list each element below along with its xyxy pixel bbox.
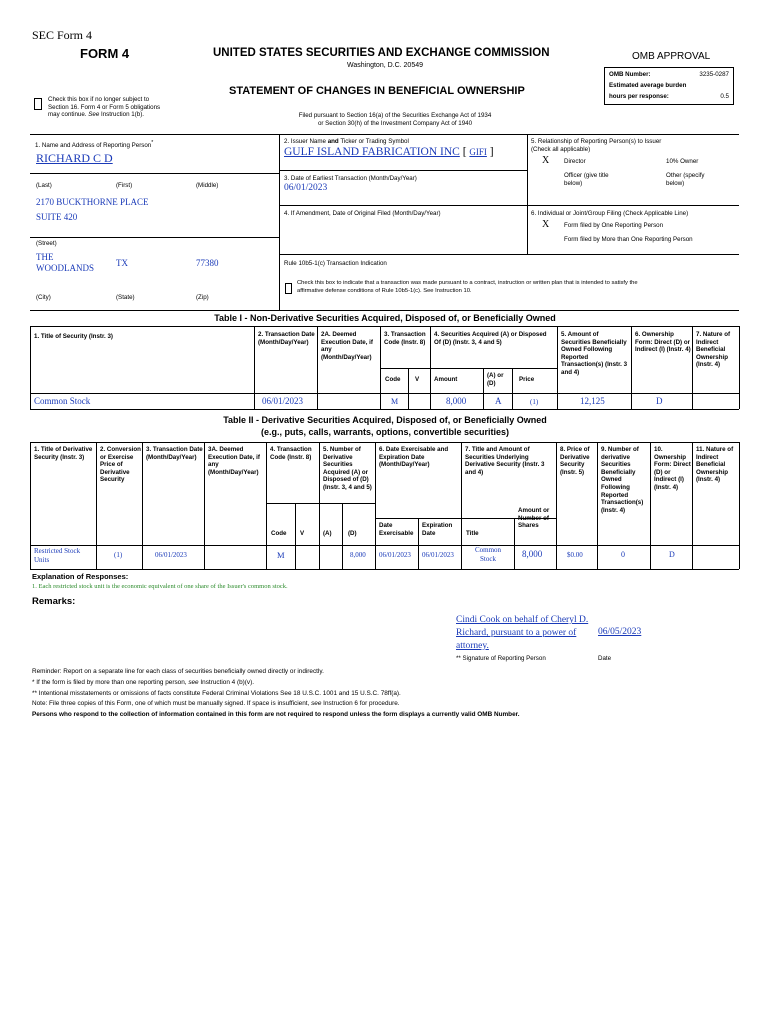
filed-pursuant: Filed pursuant to Section 16(a) of the Securities Exchange Act of 1934 or Section 30(h) of the Investment Company Act of 1940 (298, 112, 492, 127)
footer-notes (32, 667, 520, 721)
middle-label: (Middle) (196, 182, 219, 189)
t2-a-header: (A) (323, 530, 332, 537)
zip-value: 77380 (196, 258, 219, 268)
form-title: FORM 4 (80, 46, 130, 61)
footer-misstatements: ** Intentional misstatements or omissions of facts constitute Federal Criminal Violations See 18 U.S.C. 1001 and 15 U.S.C. 78ff(a). (32, 689, 401, 697)
more-person-label: Form filed by More than One Reporting Person (564, 236, 693, 243)
agency-title: UNITED STATES SECURITIES AND EXCHANGE COMMISSION (213, 47, 550, 59)
t2-exp-date-header: Expiration Date (422, 522, 453, 537)
t2-h8: 8. Price of Derivative Security (Instr. 5) (560, 446, 590, 476)
t1-code-header: Code (385, 376, 401, 383)
state-value: TX (116, 258, 128, 268)
t1-h6: 6. Ownership Form: Direct (D) or Indirect (I) (Instr. 4) (635, 331, 691, 354)
footer-note: Note: File three copies of this Form, one of which must be manually signed. If space is insufficient, see Instruction 6 for procedure. (32, 700, 400, 708)
t1-security: Common Stock (34, 396, 91, 406)
rule-text: Check this box to indicate that a transaction was made pursuant to a contract, instruction or written plan that is intended to satisfy the affirmative defense conditions of Rule 10b5-1(c). See Instruction 10. (297, 280, 638, 294)
t1-price-header: Price (519, 376, 535, 383)
signature-label: ** Signature of Reporting Person (456, 655, 546, 662)
t2-h5: 5. Number of Derivative Securities Acquired (A) or Disposed of (D) (Instr. 3, 4 and 5) (323, 446, 372, 491)
t1-v-header: V (415, 376, 420, 383)
officer-label: Officer (give title below) (564, 172, 609, 187)
agency-address: Washington, D.C. 20549 (347, 62, 424, 69)
t2-disposed: 8,000 (350, 551, 366, 559)
t2-h7: 7. Title and Amount of Securities Underlying Derivative Security (Instr. 3 and 4) (465, 446, 545, 476)
t1-owned: 12,125 (580, 396, 605, 406)
table1-title: Table I - Non-Derivative Securities Acquired, Disposed of, or Beneficially Owned (214, 313, 556, 323)
sec-form-label: SEC Form 4 (32, 28, 93, 42)
t1-price[interactable]: (1) (530, 398, 539, 406)
explanation-label: Explanation of Responses: (32, 572, 129, 581)
signature: Cindi Cook on behalf of Cheryl D. Richard, pursuant to a power of attorney. (456, 615, 589, 651)
last-label: (Last) (36, 182, 52, 189)
checkbox-note: Check this box if no longer subject to Section 16. Form 4 or Form 5 obligations may continue. See Instruction 1(b). (48, 96, 161, 118)
t2-h3: 3. Transaction Date (Month/Day/Year) (146, 446, 203, 461)
t1-amount-header: Amount (434, 376, 458, 383)
t2-h2: 2. Conversion or Exercise Price of Derivative Security (100, 446, 141, 484)
first-label: (First) (116, 182, 133, 189)
earliest-date-label: 3. Date of Earliest Transaction (Month/Day/Year) (284, 175, 417, 182)
other-label: Other (specify below) (666, 172, 705, 187)
signature-date: 06/05/2023 (598, 627, 642, 637)
t1-h1: 1. Title of Security (Instr. 3) (34, 333, 113, 340)
t2-date-ex-header: Date Exercisable (379, 522, 414, 537)
t1-form: D (656, 396, 663, 406)
t1-h5: 5. Amount of Securities Beneficially Owned Following Reported Transaction(s) (Instr. 3 and 4) (561, 331, 628, 376)
t2-exercisable: 06/01/2023 (379, 551, 411, 559)
burden-label: Estimated average burden (609, 82, 687, 89)
omb-approval-label: OMB APPROVAL (632, 51, 711, 62)
t2-h11: 11. Nature of Indirect Beneficial Ownership (Instr. 4) (696, 446, 734, 484)
no-longer-subject-checkbox[interactable] (34, 98, 42, 110)
issuer-name-line: GULF ISLAND FABRICATION INC [ GIFI ] (284, 146, 494, 158)
t1-ad: A (495, 396, 502, 406)
t2-code: M (277, 550, 285, 560)
city-label: (City) (36, 294, 51, 301)
statement-title: STATEMENT OF CHANGES IN BENEFICIAL OWNERSHIP (229, 85, 525, 97)
t2-form: D (669, 550, 675, 559)
ten-pct-owner-label: 10% Owner (666, 158, 699, 165)
t2-h1: 1. Title of Derivative Security (Instr. 3) (34, 446, 93, 461)
t1-h4: 4. Securities Acquired (A) or Disposed Of (D) (Instr. 3, 4 and 5) (434, 331, 547, 346)
street-label: (Street) (36, 240, 57, 247)
t1-h2a: 2A. Deemed Execution Date, if any (Month/Day/Year) (321, 331, 373, 361)
t1-h2: 2. Transaction Date (Month/Day/Year) (258, 331, 315, 346)
one-person-x-mark[interactable]: X (542, 219, 550, 230)
footer-persons: Persons who respond to the collection of information contained in this form are not required to respond unless the form displays a currently valid OMB Number. (32, 711, 520, 719)
t2-owned: 0 (621, 550, 625, 559)
state-label: (State) (116, 294, 135, 301)
t2-title-header: Title (466, 530, 479, 537)
t2-h3a: 3A. Deemed Execution Date, if any (Month/Day/Year) (208, 446, 260, 476)
t2-h6: 6. Date Exercisable and Expiration Date (Month/Day/Year) (379, 446, 449, 469)
t2-price: $0.00 (567, 551, 583, 559)
issuer-ticker[interactable]: GIFI (469, 147, 487, 157)
footer-reminder: Reminder: Report on a separate line for each class of securities beneficially owned directly or indirectly. (32, 668, 324, 675)
director-x-mark[interactable]: X (542, 155, 550, 166)
issuer-name[interactable]: GULF ISLAND FABRICATION INC (284, 146, 460, 158)
explanation-note: 1. Each restricted stock unit is the economic equivalent of one share of the Issuer's common stock. (32, 583, 288, 590)
t2-d-header: (D) (348, 530, 357, 537)
table2-title: Table II - Derivative Securities Acquired, Disposed of, or Beneficially Owned (e.g., puts, calls, warrants, options, convertible securities) (223, 415, 547, 437)
issuer-label: 2. Issuer Name and Ticker or Trading Symbol (284, 138, 409, 145)
t2-v-header: V (300, 530, 305, 537)
t2-shares: 8,000 (522, 549, 543, 559)
omb-number: 3235-0287 (699, 71, 729, 78)
t2-underlying-title: Common Stock (474, 546, 502, 563)
amendment-label: 4. If Amendment, Date of Original Filed (Month/Day/Year) (284, 210, 441, 217)
t2-code-header: Code (271, 530, 287, 537)
date-label: Date (598, 655, 612, 662)
hours-value: 0.5 (720, 93, 729, 100)
t2-security: Restricted Stock Units (34, 547, 81, 564)
zip-label: (Zip) (196, 294, 209, 301)
t1-date: 06/01/2023 (262, 396, 304, 406)
t2-h9: 9. Number of derivative Securities Beneficially Owned Following Reported Transaction(s) (Instr. 4) (601, 446, 644, 514)
reporting-person-name[interactable]: RICHARD C D (36, 151, 113, 165)
rule-10b5-checkbox[interactable] (285, 283, 292, 294)
reporting-person-label: 1. Name and Address of Reporting Person* (35, 140, 154, 150)
footer-star: * If the form is filed by more than one reporting person, see Instruction 4 (b)(v). (32, 678, 255, 686)
t1-ad-header: (A) or (D) (487, 372, 504, 387)
t2-expiration: 06/01/2023 (422, 551, 454, 559)
t2-h10: 10. Ownership Form: Direct (D) or Indirect (I) (Instr. 4) (654, 446, 691, 491)
t2-amount-header: Amount or Number of Shares (518, 507, 550, 530)
hours-label: hours per response: (609, 93, 669, 100)
earliest-date: 06/01/2023 (284, 183, 328, 193)
t2-conversion[interactable]: (1) (114, 551, 123, 559)
t1-amount: 8,000 (446, 396, 467, 406)
t2-date: 06/01/2023 (155, 551, 187, 559)
t1-h7: 7. Nature of Indirect Beneficial Ownership (Instr. 4) (696, 331, 731, 369)
one-person-label: Form filed by One Reporting Person (564, 222, 664, 229)
rule-label: Rule 10b5-1(c) Transaction Indication (284, 260, 387, 267)
t2-h4: 4. Transaction Code (Instr. 8) (270, 446, 312, 461)
t1-code: M (391, 397, 399, 406)
omb-number-label: OMB Number: (609, 71, 651, 78)
remarks-label: Remarks: (32, 596, 76, 607)
street-line-1: 2170 BUCKTHORNE PLACE (36, 197, 149, 207)
director-label: Director (564, 158, 586, 165)
relationship-label: 5. Relationship of Reporting Person(s) to Issuer (Check all applicable) (531, 138, 662, 153)
street-line-2: SUITE 420 (36, 212, 78, 222)
filing-label: 6. Individual or Joint/Group Filing (Check Applicable Line) (531, 210, 689, 217)
omb-box (604, 67, 734, 105)
t1-h3: 3. Transaction Code (Instr. 8) (384, 331, 426, 346)
city-value: THE WOODLANDS (36, 252, 94, 273)
